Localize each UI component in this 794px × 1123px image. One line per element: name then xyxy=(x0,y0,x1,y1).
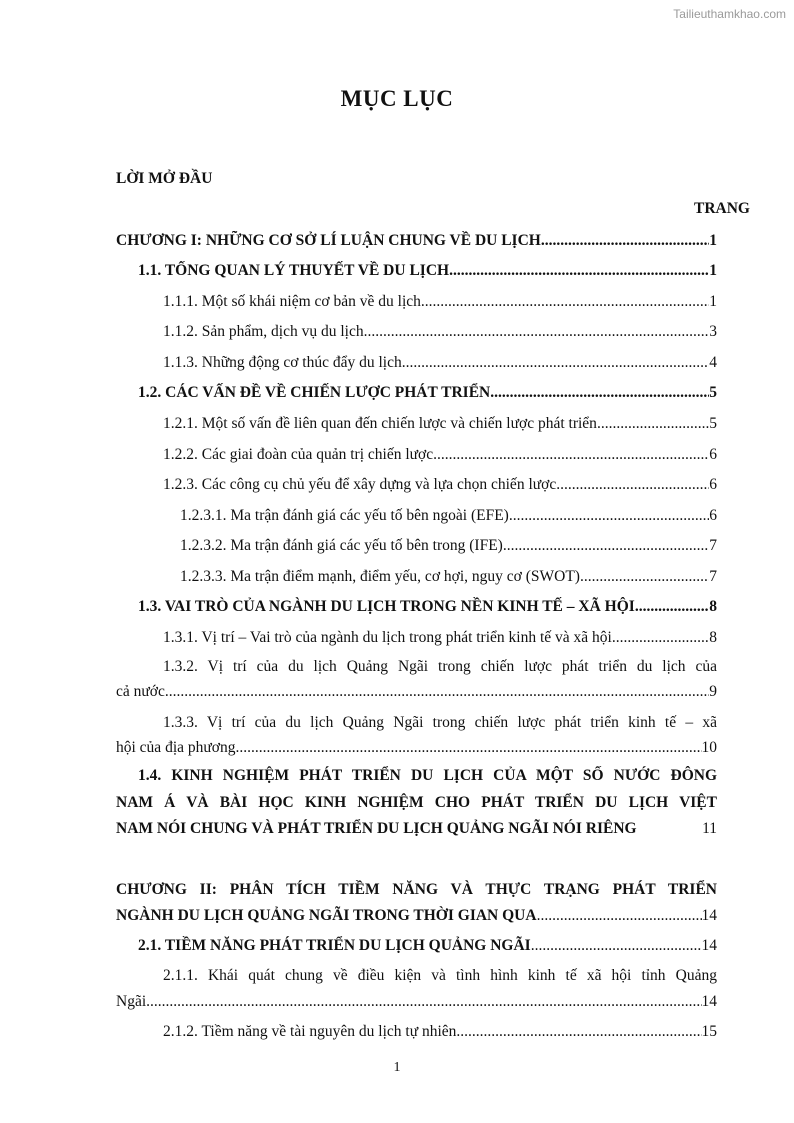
toc-entry-page: 3 xyxy=(709,323,717,340)
toc-entry-page: 4 xyxy=(709,354,717,371)
toc-entry-page: 6 xyxy=(709,446,717,463)
toc-entry-text: 1.3.3. Vị trí của du lịch Quảng Ngãi trong chiến lược phát triển kinh tế – xã xyxy=(163,714,717,731)
toc-entry-1-1-1[interactable] xyxy=(163,292,717,312)
toc-entry-page: 6 xyxy=(709,476,717,493)
toc-entry-1-3-3-line2[interactable] xyxy=(116,738,717,758)
toc-entry-page: 11 xyxy=(702,820,717,837)
toc-entry-1-2-3-3[interactable] xyxy=(180,567,717,587)
toc-entry-text: 1.3.1. Vị trí – Vai trò của ngành du lịch trong phát triển kinh tế và xã hội xyxy=(163,629,612,646)
toc-entry-text: CHƯƠNG I: NHỮNG CƠ SỞ LÍ LUẬN CHUNG VỀ DU LỊCH xyxy=(116,232,541,249)
toc-entry-1-1[interactable] xyxy=(138,261,717,281)
toc-entry-text: 1.2.2. Các giai đoàn của quản trị chiến lược xyxy=(163,446,434,463)
toc-entry-text: 1.2.3.2. Ma trận đánh giá các yếu tố bên trong (IFE) xyxy=(180,537,503,554)
toc-entry-text: 1.2.1. Một số vấn đề liên quan đến chiến lược và chiến lược phát triển xyxy=(163,415,597,432)
intro-heading: LỜI MỞ ĐẦU xyxy=(116,170,213,187)
toc-entry-page: 14 xyxy=(701,907,717,924)
toc-entry-2-1[interactable] xyxy=(138,936,717,956)
toc-entry-text: 2.1.1. Khái quát chung về điều kiện và tình hình kinh tế xã hội tỉnh Quảng xyxy=(163,967,717,984)
toc-entry-1-2-3-2[interactable] xyxy=(180,536,717,556)
toc-entry-text: 1.1.1. Một số khái niệm cơ bản về du lịch xyxy=(163,293,421,310)
toc-entry-1-4-line3[interactable] xyxy=(116,819,717,839)
watermark: Tailieuthamkhao.com xyxy=(673,7,786,21)
toc-entry-1-3-2-line1[interactable] xyxy=(163,657,717,677)
toc-entry-text: 1.2.3. Các công cụ chủ yếu để xây dựng và lựa chọn chiến lược xyxy=(163,476,557,493)
toc-entry-chapter-1[interactable] xyxy=(116,231,717,251)
toc-entry-text: 1.3. VAI TRÒ CỦA NGÀNH DU LỊCH TRONG NỀN KINH TẾ – XÃ HỘI xyxy=(138,598,635,615)
toc-entry-1-3-1[interactable] xyxy=(163,628,717,648)
toc-entry-text: 1.2. CÁC VẤN ĐỀ VỀ CHIẾN LƯỢC PHÁT TRIỂN xyxy=(138,384,491,401)
toc-entry-text: 2.1.2. Tiềm năng về tài nguyên du lịch tự nhiên xyxy=(163,1023,457,1040)
toc-entry-1-2-3-1[interactable] xyxy=(180,506,717,526)
toc-entry-text-continued: Ngãi xyxy=(116,993,147,1010)
toc-entry-2-1-2[interactable] xyxy=(163,1022,717,1042)
toc-entry-page: 10 xyxy=(701,739,717,756)
toc-entry-page: 7 xyxy=(709,568,717,585)
toc-entry-text: CHƯƠNG II: PHÂN TÍCH TIỀM NĂNG VÀ THỰC TRẠNG PHÁT TRIỂN xyxy=(116,881,717,898)
page-title: MỤC LỤC xyxy=(340,86,454,111)
toc-entry-1-2-2[interactable] xyxy=(163,445,717,465)
toc-entry-1-2-3[interactable] xyxy=(163,475,717,495)
toc-entry-text: 1.3.2. Vị trí của du lịch Quảng Ngãi trong chiến lược phát triển du lịch của xyxy=(163,658,717,675)
toc-entry-page: 7 xyxy=(709,537,717,554)
toc-entry-1-3[interactable] xyxy=(138,597,717,617)
toc-entry-text-continued: hội của địa phương xyxy=(116,739,236,756)
toc-entry-2-1-1-line2[interactable] xyxy=(116,992,717,1012)
toc-entry-2-1-1-line1[interactable] xyxy=(163,966,717,986)
toc-entry-chapter-2-line1[interactable] xyxy=(116,880,717,900)
toc-entry-page: 14 xyxy=(701,993,717,1010)
toc-entry-page: 5 xyxy=(709,384,717,401)
toc-entry-1-1-3[interactable] xyxy=(163,353,717,373)
page-number: 1 xyxy=(393,1060,401,1075)
toc-entry-text: 1.1. TỔNG QUAN LÝ THUYẾT VỀ DU LỊCH xyxy=(138,262,450,279)
toc-entry-1-4-line2[interactable] xyxy=(116,793,717,813)
toc-entry-page: 14 xyxy=(701,937,717,954)
toc-entry-text-continued: NGÀNH DU LỊCH QUẢNG NGÃI TRONG THỜI GIAN QUA xyxy=(116,907,537,924)
toc-entry-page: 1 xyxy=(709,232,717,249)
toc-entry-page: 6 xyxy=(709,507,717,524)
toc-entry-page: 5 xyxy=(709,415,717,432)
toc-entry-1-3-2-line2[interactable] xyxy=(116,682,717,702)
toc-entry-text-continued: NAM NÓI CHUNG VÀ PHÁT TRIỂN DU LỊCH QUẢNG NGÃI NÓI RIÊNG xyxy=(116,820,637,837)
toc-entry-text: 1.2.3.1. Ma trận đánh giá các yếu tố bên ngoài (EFE) xyxy=(180,507,509,524)
toc-entry-chapter-2-line2[interactable] xyxy=(116,906,717,926)
toc-entry-text: 1.2.3.3. Ma trận điểm mạnh, điểm yếu, cơ hợi, nguy cơ (SWOT) xyxy=(180,568,580,585)
toc-entry-page: 8 xyxy=(709,598,717,615)
toc-entry-1-2-1[interactable] xyxy=(163,414,717,434)
toc-entry-1-1-2[interactable] xyxy=(163,322,717,342)
toc-entry-text-continued: NAM Á VÀ BÀI HỌC KINH NGHIỆM CHO PHÁT TRIỂN DU LỊCH VIỆT xyxy=(116,794,717,811)
toc-entry-text: 1.1.3. Những động cơ thúc đẩy du lịch xyxy=(163,354,402,371)
toc-entry-page: 1 xyxy=(709,262,717,279)
toc-entry-text: 1.4. KINH NGHIỆM PHÁT TRIỂN DU LỊCH CỦA MỘT SỐ NƯỚC ĐÔNG xyxy=(138,767,717,784)
toc-entry-page: 15 xyxy=(701,1023,717,1040)
toc-entry-page: 9 xyxy=(709,683,717,700)
toc-entry-page: 1 xyxy=(709,293,717,310)
toc-entry-1-3-3-line1[interactable] xyxy=(163,713,717,733)
toc-entry-text: 1.1.2. Sản phẩm, dịch vụ du lịch xyxy=(163,323,364,340)
toc-entry-text: 2.1. TIỀM NĂNG PHÁT TRIỂN DU LỊCH QUẢNG NGÃI xyxy=(138,937,531,954)
page-column-label: TRANG xyxy=(694,200,750,217)
toc-entry-1-4-line1[interactable] xyxy=(138,766,717,786)
toc-entry-1-2[interactable] xyxy=(138,383,717,403)
toc-entry-text-continued: cả nước xyxy=(116,683,165,700)
toc-entry-page: 8 xyxy=(709,629,717,646)
